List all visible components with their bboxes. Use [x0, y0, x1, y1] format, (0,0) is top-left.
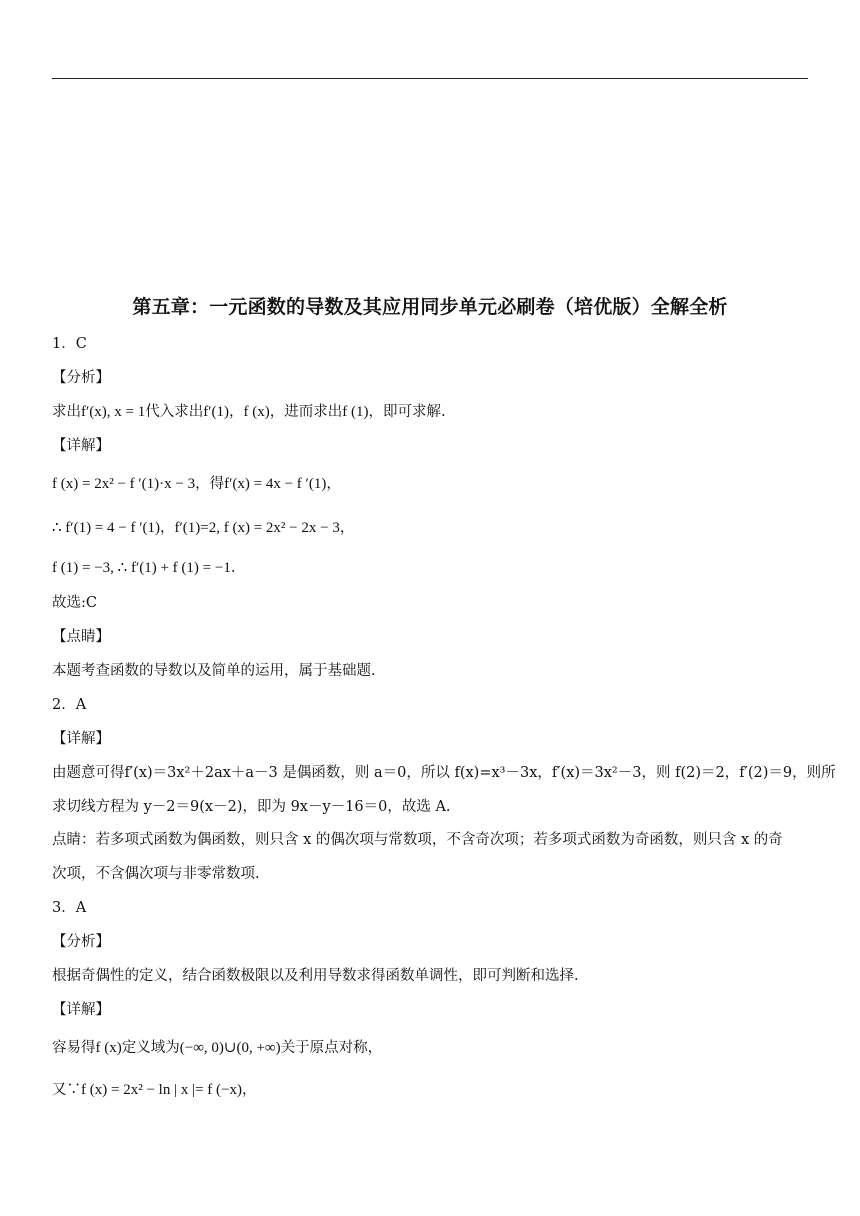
q1-detail-tag: 【详解】: [52, 438, 110, 454]
q2-number: 2．A: [52, 697, 87, 713]
text: 容易得: [52, 1040, 96, 1056]
formula: f′(x) = 4x − f ′(1): [224, 476, 327, 492]
formula: f (x) = 2x² − ln | x |= f (−x): [81, 1082, 242, 1098]
q1-analysis-text: [52, 402, 446, 422]
formula: (−∞, 0)∪(0, +∞): [179, 1040, 281, 1056]
text: 又∵: [52, 1082, 81, 1098]
formula: f (x): [243, 404, 270, 420]
q1-comment-tag: 【点睛】: [52, 629, 110, 645]
q3-detail-tag: 【详解】: [52, 1002, 110, 1018]
formula: ∴ f′(1) = 4 − f ′(1): [52, 520, 160, 536]
text: ，进而求出: [269, 404, 343, 420]
text: ，即可求解.: [368, 404, 446, 420]
text: ，: [229, 404, 244, 420]
text: ，: [339, 520, 355, 536]
q3-analysis: 根据奇偶性的定义，结合函数极限以及利用导数求得函数单调性，即可判断和选择.: [52, 968, 579, 984]
text: ，得: [195, 476, 225, 492]
formula: f (x): [95, 1040, 122, 1056]
q3-detail-line-1: [52, 1038, 382, 1058]
formula: f′(x), x = 1: [81, 404, 146, 420]
text: 关于原点对称，: [280, 1040, 383, 1056]
q3-analysis-tag: 【分析】: [52, 934, 110, 950]
text: 代入求出: [145, 404, 204, 420]
page-title: 第五章：一元函数的导数及其应用同步单元必刷卷（培优版）全解全析: [132, 296, 728, 318]
header-rule: [52, 78, 808, 79]
q3-number: 3．A: [52, 900, 87, 916]
formula: f′(1)=2, f (x) = 2x² − 2x − 3: [174, 520, 340, 536]
text: 求出: [52, 404, 81, 420]
q1-detail-line-2: [52, 518, 354, 538]
q2-detail-line-2: 求切线方程为 y－2＝9(x－2)，即为 9x－y－16＝0，故选 A.: [52, 799, 451, 815]
formula: f (1) = −3, ∴ f′(1) + f (1) = −1: [52, 560, 231, 576]
q1-analysis-tag: 【分析】: [52, 370, 110, 386]
text: 定义域为: [121, 1040, 180, 1056]
text: ，: [326, 476, 341, 492]
q3-detail-line-2: [52, 1080, 256, 1100]
q1-detail-line-3: [52, 558, 235, 578]
q2-detail-tag: 【详解】: [52, 731, 110, 747]
formula: f′(1): [203, 404, 230, 420]
q1-comment: 本题考查函数的导数以及简单的运用，属于基础题.: [52, 663, 376, 679]
q2-comment-line-1: 点睛：若多项式函数为偶函数，则只含 x 的偶次项与常数项，不含奇次项；若多项式函数为奇函数，则只含 x 的奇: [52, 832, 783, 848]
q1-answer: 故选:C: [52, 595, 97, 611]
formula: f (1): [342, 404, 369, 420]
q1-number: 1．C: [52, 336, 87, 352]
q1-detail-line-1: [52, 474, 341, 494]
formula: f (x) = 2x² − f ′(1)·x − 3: [52, 476, 196, 492]
text: ，: [160, 520, 175, 536]
q2-comment-line-2: 次项，不含偶次项与非零常数项.: [52, 866, 260, 882]
text: .: [230, 560, 236, 576]
text: ，: [241, 1082, 257, 1098]
q2-detail-line-1: 由题意可得f′(x)＝3x²＋2ax＋a－3 是偶函数，则 a＝0，所以 f(x)=x³－3x，f′(x)＝3x²－3，则 f(2)＝2，f′(2)＝9，则所: [52, 765, 836, 781]
